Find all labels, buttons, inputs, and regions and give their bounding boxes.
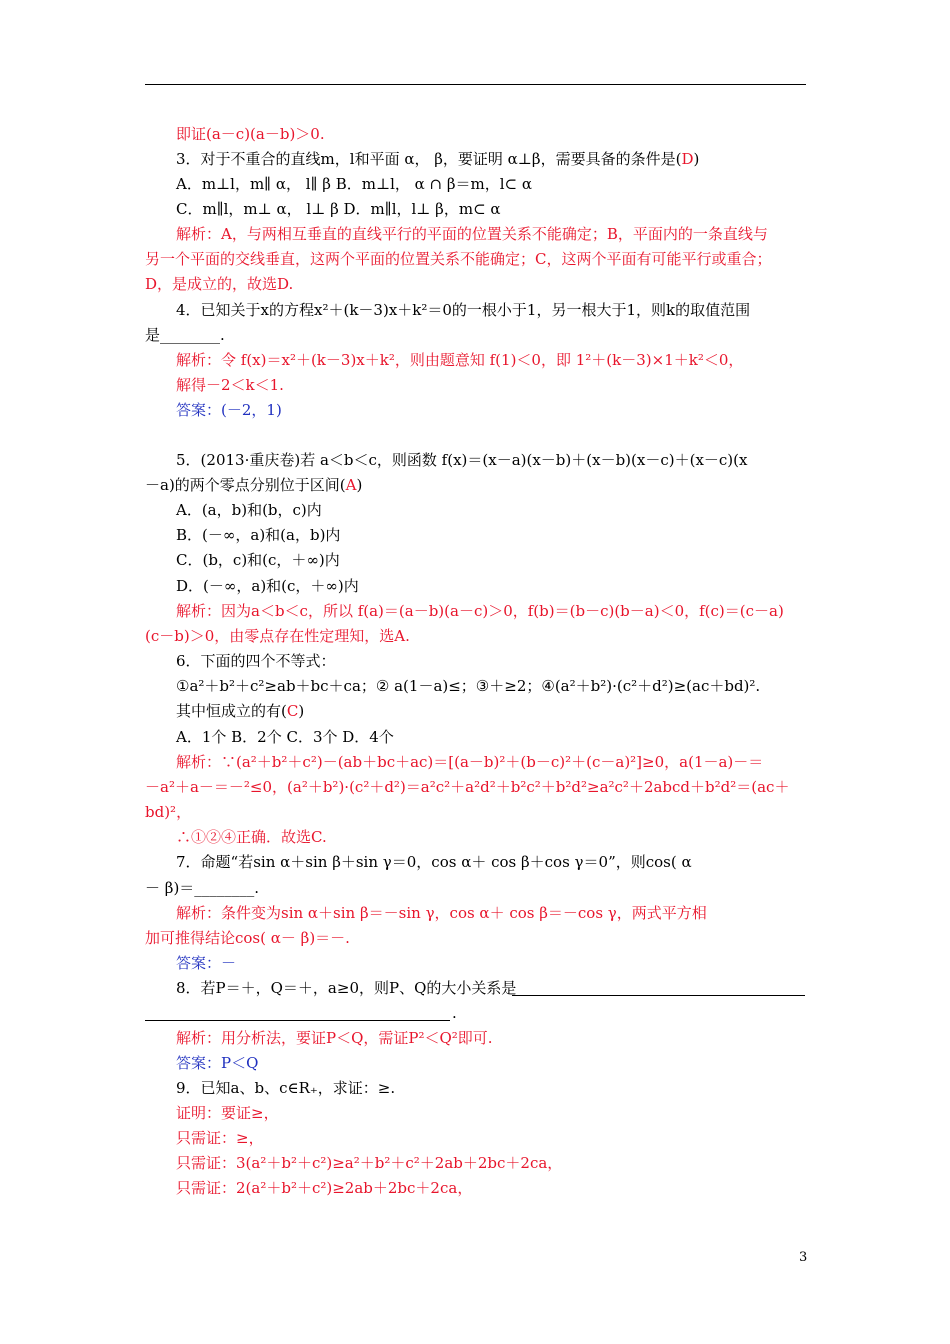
page-number: 3: [799, 1250, 808, 1265]
question-paren: ): [356, 476, 363, 494]
answer-choice: A: [345, 476, 357, 494]
question-text: 3．对于不重合的直线m，l和平面 α， β，要证明 α⊥β，需要具备的条件是(: [176, 150, 682, 168]
question-3: [176, 149, 699, 169]
solution-line: D，是成立的，故选D.: [145, 275, 294, 293]
answer-choice: D: [681, 150, 694, 168]
answer-blank: [145, 1020, 450, 1021]
question-line: [176, 701, 304, 721]
option-line: C．(b，c)和(c，＋∞)内: [176, 551, 340, 569]
option-line: A．(a，b)和(b，c)内: [176, 501, 322, 519]
proof-line: 即证(a－c)(a－b)＞0.: [176, 125, 325, 143]
solution-line: －a²＋a－＝－²≤0，(a²＋b²)·(c²＋d²)＝a²c²＋a²d²＋b²c²＋b²d²≥a²c²＋2abcd＋b²d²＝(ac＋: [145, 778, 790, 796]
answer-choice: C: [286, 702, 299, 720]
question-4: 4．已知关于x的方程x²＋(k－3)x＋k²＝0的一根小于1，另一根大于1，则k的取值范围: [176, 301, 751, 319]
question-8: 8．若P＝＋，Q＝＋，a≥0，则P、Q的大小关系是: [176, 979, 517, 997]
option-line: A．m⊥l，m∥ α， l∥ β B．m⊥l， α ∩ β＝m，l⊂ α: [176, 175, 533, 193]
question-line: 是________.: [145, 326, 225, 344]
solution-line: 解析：令 f(x)＝x²＋(k－3)x＋k²，则由题意知 f(1)＜0，即 1²＋(k－3)×1＋k²＜0，: [176, 351, 744, 369]
question-paren: ): [693, 150, 700, 168]
proof-line: 证明：要证≥，: [176, 1104, 279, 1122]
option-line: B．(－∞，a)和(a，b)内: [176, 526, 341, 544]
question-line: ①a²＋b²＋c²≥ab＋bc＋ca；② a(1－a)≤；③＋≥2；④(a²＋b²)·(c²＋d²)≥(ac＋bd)².: [176, 677, 761, 695]
solution-line: 另一个平面的交线垂直，这两个平面的位置关系不能确定；C，这两个平面有可能平行或重合；: [145, 250, 772, 268]
solution-line: (c－b)＞0，由零点存在性定理知，选A.: [145, 627, 410, 645]
proof-line: 只需证：2(a²＋b²＋c²)≥2ab＋2bc＋2ca，: [176, 1179, 473, 1197]
solution-line: 解析：条件变为sin α＋sin β＝－sin γ，cos α＋ cos β＝－cos γ，两式平方相: [176, 904, 707, 922]
question-text: －a)的两个零点分别位于区间(: [145, 476, 346, 494]
answer-line: 答案：P＜Q: [176, 1054, 259, 1072]
option-line: D．(－∞，a)和(c，＋∞)内: [176, 577, 359, 595]
solution-line: 解析：用分析法，要证P＜Q，需证P²＜Q²即可.: [176, 1029, 493, 1047]
question-line: [145, 475, 362, 495]
answer-line: 答案：－: [176, 954, 237, 972]
solution-line: ∴①②④正确．故选C.: [176, 828, 327, 846]
option-line: A．1个 B．2个 C．3个 D．4个: [176, 728, 394, 746]
answer-line: 答案：(－2，1): [176, 401, 282, 419]
question-line: .: [452, 1004, 457, 1022]
proof-line: 只需证：3(a²＋b²＋c²)≥a²＋b²＋c²＋2ab＋2bc＋2ca，: [176, 1154, 563, 1172]
solution-line: 解析：A，与两相互垂直的直线平行的平面的位置关系不能确定；B，平面内的一条直线与: [176, 225, 768, 243]
question-line: － β)＝________.: [145, 879, 260, 897]
answer-blank: [512, 995, 805, 996]
question-text: 其中恒成立的有(: [176, 702, 287, 720]
solution-line: 解得－2＜k＜1.: [176, 376, 284, 394]
solution-line: bd)²，: [145, 803, 192, 821]
proof-line: 只需证：≥，: [176, 1129, 264, 1147]
question-9: 9．已知a、b、c∈R₊，求证：≥.: [176, 1079, 396, 1097]
solution-line: 加可推得结论cos( α－ β)＝－.: [145, 929, 350, 947]
question-6: 6．下面的四个不等式：: [176, 652, 336, 670]
solution-line: 解析：因为a＜b＜c，所以 f(a)＝(a－b)(a－c)＞0，f(b)＝(b－c)(b－a)＜0，f(c)＝(c－a): [176, 602, 784, 620]
question-7: 7．命题“若sin α＋sin β＋sin γ＝0，cos α＋ cos β＋cos γ＝0”，则cos( α: [176, 853, 692, 871]
option-line: C．m∥l，m⊥ α， l⊥ β D．m∥l，l⊥ β，m⊂ α: [176, 200, 501, 218]
question-paren: ): [298, 702, 305, 720]
question-5: 5．(2013·重庆卷)若 a＜b＜c，则函数 f(x)＝(x－a)(x－b)＋(x－b)(x－c)＋(x－c)(x: [176, 451, 748, 469]
header-rule: [145, 84, 806, 85]
solution-line: 解析：∵(a²＋b²＋c²)－(ab＋bc＋ac)＝[(a－b)²＋(b－c)²＋(c－a)²]≥0，a(1－a)－＝: [176, 753, 764, 771]
